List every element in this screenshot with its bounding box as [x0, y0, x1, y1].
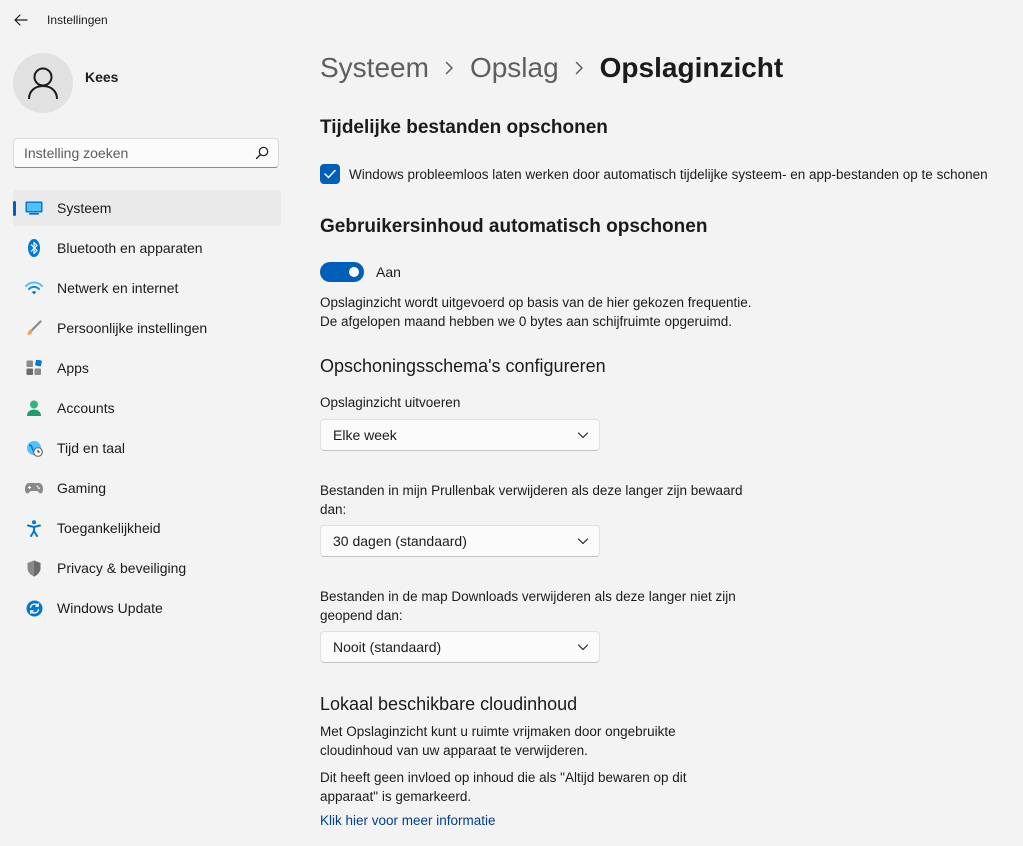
- sidebar-item-accounts[interactable]: [13, 390, 281, 426]
- sidebar-item-label: Persoonlijke instellingen: [57, 320, 208, 336]
- toggle-state-label: Aan: [376, 264, 401, 280]
- sidebar-item-apps[interactable]: [13, 350, 281, 386]
- person-icon: [24, 398, 44, 418]
- bluetooth-icon: [24, 238, 44, 258]
- breadcrumb: [320, 52, 783, 84]
- brush-icon: [24, 318, 44, 338]
- more-info-link[interactable]: Klik hier voor meer informatie: [320, 813, 496, 828]
- description-line: Met Opslaginzicht kunt u ruimte vrijmaken door ongebruikte: [320, 724, 676, 739]
- section-heading-temp-files: Tijdelijke bestanden opschonen: [320, 117, 608, 138]
- label-line: Bestanden in mijn Prullenbak verwijderen als deze langer zijn bewaard: [320, 483, 743, 498]
- chevron-down-icon: [577, 429, 589, 441]
- breadcrumb-systeem[interactable]: Systeem: [320, 52, 429, 83]
- sidebar-item-gaming[interactable]: [13, 470, 281, 506]
- back-arrow-icon: [14, 14, 28, 26]
- sidebar-item-label: Netwerk en internet: [57, 280, 179, 296]
- recycle-bin-label: [320, 481, 743, 519]
- description-line: De afgelopen maand hebben we 0 bytes aan schijfruimte opgeruimd.: [320, 314, 733, 329]
- cloud-description-1: [320, 722, 676, 760]
- temp-files-checkbox-row[interactable]: [320, 164, 988, 184]
- dropdown-value: 30 dagen (standaard): [333, 533, 467, 549]
- monitor-icon: [24, 198, 44, 218]
- recycle-bin-dropdown[interactable]: [320, 525, 600, 557]
- person-avatar-icon: [27, 66, 59, 100]
- search-box[interactable]: [13, 138, 279, 168]
- chevron-right-icon: [445, 61, 454, 75]
- sidebar-item-label: Accounts: [57, 400, 115, 416]
- search-input[interactable]: [24, 139, 244, 167]
- chevron-right-icon: [575, 61, 584, 75]
- chevron-down-icon: [577, 641, 589, 653]
- description-line: cloudinhoud van uw apparaat te verwijderen.: [320, 743, 588, 758]
- downloads-dropdown[interactable]: [320, 631, 600, 663]
- temp-files-checkbox-label: Windows probleemloos laten werken door automatisch tijdelijke systeem- en app-bestanden op te schonen: [349, 166, 988, 182]
- username: Kees: [85, 69, 119, 85]
- temp-files-checkbox[interactable]: [320, 164, 340, 184]
- storage-sense-toggle-row: [320, 262, 401, 282]
- downloads-label: [320, 587, 736, 625]
- sidebar-item-label: Gaming: [57, 480, 107, 496]
- cloud-description-2: [320, 768, 687, 806]
- description-line: apparaat" is gemarkeerd.: [320, 789, 472, 804]
- sidebar-item-label: Windows Update: [57, 600, 163, 616]
- toggle-knob: [349, 267, 359, 277]
- app-title: Instellingen: [47, 13, 108, 27]
- search-icon[interactable]: [255, 146, 269, 160]
- description-line: Dit heeft geen invloed op inhoud die als "Altijd bewaren op dit: [320, 770, 687, 785]
- sidebar-item-label: Toegankelijkheid: [57, 520, 161, 536]
- sidebar-item-label: Bluetooth en apparaten: [57, 240, 203, 256]
- breadcrumb-opslag[interactable]: Opslag: [469, 52, 559, 83]
- chevron-down-icon: [577, 535, 589, 547]
- update-icon: [24, 598, 44, 618]
- avatar: [13, 53, 73, 113]
- section-heading-cloud: Lokaal beschikbare cloudinhoud: [320, 694, 578, 714]
- sidebar-item-label: Privacy & beveiliging: [57, 560, 187, 576]
- wifi-icon: [24, 278, 44, 298]
- dropdown-value: Elke week: [333, 427, 397, 443]
- sidebar-item-label: Apps: [57, 360, 89, 376]
- sidebar-item-windows-update[interactable]: [13, 590, 281, 626]
- sidebar-item-privacy[interactable]: [13, 550, 281, 586]
- description-line: Opslaginzicht wordt uitgevoerd op basis van de hier gekozen frequentie.: [320, 295, 752, 310]
- label-line: geopend dan:: [320, 608, 403, 623]
- section-heading-schedule: Opschoningsschema's configureren: [320, 356, 606, 376]
- checkmark-icon: [324, 169, 336, 179]
- page-title: Opslaginzicht: [599, 52, 784, 83]
- accessibility-icon: [24, 518, 44, 538]
- gamepad-icon: [24, 478, 44, 498]
- label-line: dan:: [320, 502, 347, 517]
- sidebar-item-label: Systeem: [57, 200, 112, 216]
- shield-icon: [24, 558, 44, 578]
- apps-icon: [24, 358, 44, 378]
- sidebar-item-netwerk[interactable]: [13, 270, 281, 306]
- title-bar: [0, 0, 1023, 40]
- run-frequency-dropdown[interactable]: [320, 419, 600, 451]
- sidebar-item-bluetooth[interactable]: [13, 230, 281, 266]
- user-profile[interactable]: [13, 53, 119, 113]
- back-button[interactable]: [10, 10, 32, 30]
- sidebar-item-toegankelijkheid[interactable]: [13, 510, 281, 546]
- storage-sense-description: [320, 293, 752, 331]
- run-frequency-label: Opslaginzicht uitvoeren: [320, 395, 461, 410]
- globe-clock-icon: [24, 438, 44, 458]
- label-line: Bestanden in de map Downloads verwijderen als deze langer niet zijn: [320, 589, 736, 604]
- section-heading-user-content: Gebruikersinhoud automatisch opschonen: [320, 216, 708, 237]
- storage-sense-toggle[interactable]: [320, 262, 364, 282]
- sidebar-item-tijd-taal[interactable]: [13, 430, 281, 466]
- sidebar-item-persoonlijk[interactable]: [13, 310, 281, 346]
- sidebar-item-systeem[interactable]: [13, 190, 281, 226]
- sidebar-item-label: Tijd en taal: [57, 440, 125, 456]
- sidebar-nav: [13, 190, 281, 630]
- dropdown-value: Nooit (standaard): [333, 639, 442, 655]
